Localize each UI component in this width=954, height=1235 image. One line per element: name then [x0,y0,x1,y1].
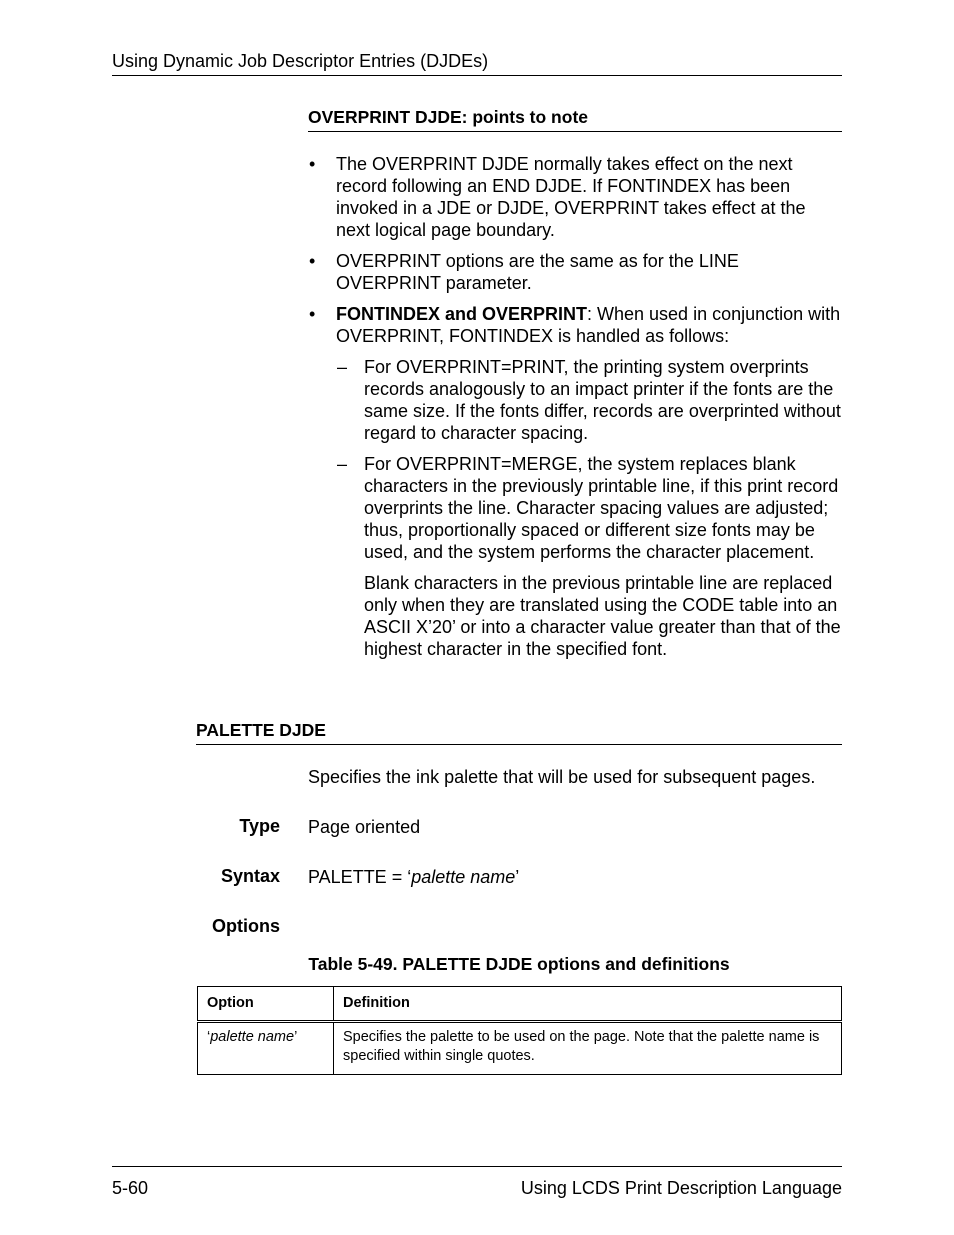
overprint-notes-rule [308,131,842,132]
type-value: Page oriented [308,817,421,837]
syntax-label: Syntax [220,866,280,886]
syntax-value [308,866,519,888]
table-header-row [198,987,842,1022]
option-name: palette name [210,1029,295,1045]
sub-list-item [336,356,842,444]
running-header: Using Dynamic Job Descriptor Entries (DJDEs) [112,51,489,71]
bullet-text: The OVERPRINT DJDE normally takes effect on the next record following an END DJDE. If FONTINDEX has been invoked in a JDE or DJDE, OVERPRINT takes effect at the next logical page boundary. [336,154,806,240]
option-quote-close: ’ [294,1029,298,1045]
bullet-mark: • [309,154,316,174]
page-number: 5-60 [112,1178,149,1198]
header-rule [112,75,842,76]
list-item [308,250,842,294]
bullet-mark: • [309,251,316,271]
syntax-prefix: PALETTE = ‘ [308,867,412,887]
bullet-text: : When used in conjunction with OVERPRINT, FONTINDEX is handled as follows: [336,304,841,346]
footer-rule [112,1166,842,1167]
option-quote-open: ‘ [207,1029,211,1045]
dash-mark: – [337,454,348,474]
palette-section-rule [196,744,842,745]
overprint-notes-list [308,153,842,669]
column-header-option: Option [198,987,334,1022]
list-item [308,303,842,660]
sub-item-text: For OVERPRINT=MERGE, the system replaces blank characters in the previously printable line, if this print record overprints the line. Character spacing values are adjusted; thus, proportionally spaced or different size fonts may be used, and the system performs the character placement. [364,454,839,562]
palette-options-table [197,986,842,1075]
bullet-text: OVERPRINT options are the same as for the LINE OVERPRINT parameter. [336,251,739,293]
dash-mark: – [337,357,348,377]
table-row [198,1022,842,1075]
fontindex-sub-list [336,356,842,660]
type-label: Type [239,816,280,836]
syntax-param: palette name [411,867,516,887]
sub-item-continuation: Blank characters in the previous printable line are replaced only when they are translated using the CODE table into an ASCII X’20’ or into a character value greater than that of the highest character in the specified font. [364,573,841,659]
option-cell [198,1022,334,1075]
table-caption: Table 5-49. PALETTE DJDE options and definitions [308,954,730,974]
bullet-bold-lead: FONTINDEX and OVERPRINT [336,304,588,324]
options-label: Options [212,916,280,936]
definition-cell: Specifies the palette to be used on the page. Note that the palette name is specified within single quotes. [334,1022,842,1075]
bullet-mark: • [309,304,316,324]
palette-section-heading: PALETTE DJDE [196,720,326,740]
syntax-suffix: ’ [515,867,520,887]
footer-book-title: Using LCDS Print Description Language [520,1178,842,1198]
list-item [308,153,842,241]
column-header-definition: Definition [334,987,842,1022]
palette-description: Specifies the ink palette that will be used for subsequent pages. [308,767,816,787]
sub-list-item [336,453,842,660]
overprint-notes-heading: OVERPRINT DJDE: points to note [308,107,588,127]
sub-item-text: For OVERPRINT=PRINT, the printing system overprints records analogously to an impact printer if the fonts are the same size. If the fonts differ, records are overprinted without regard to character spacing. [364,357,841,443]
